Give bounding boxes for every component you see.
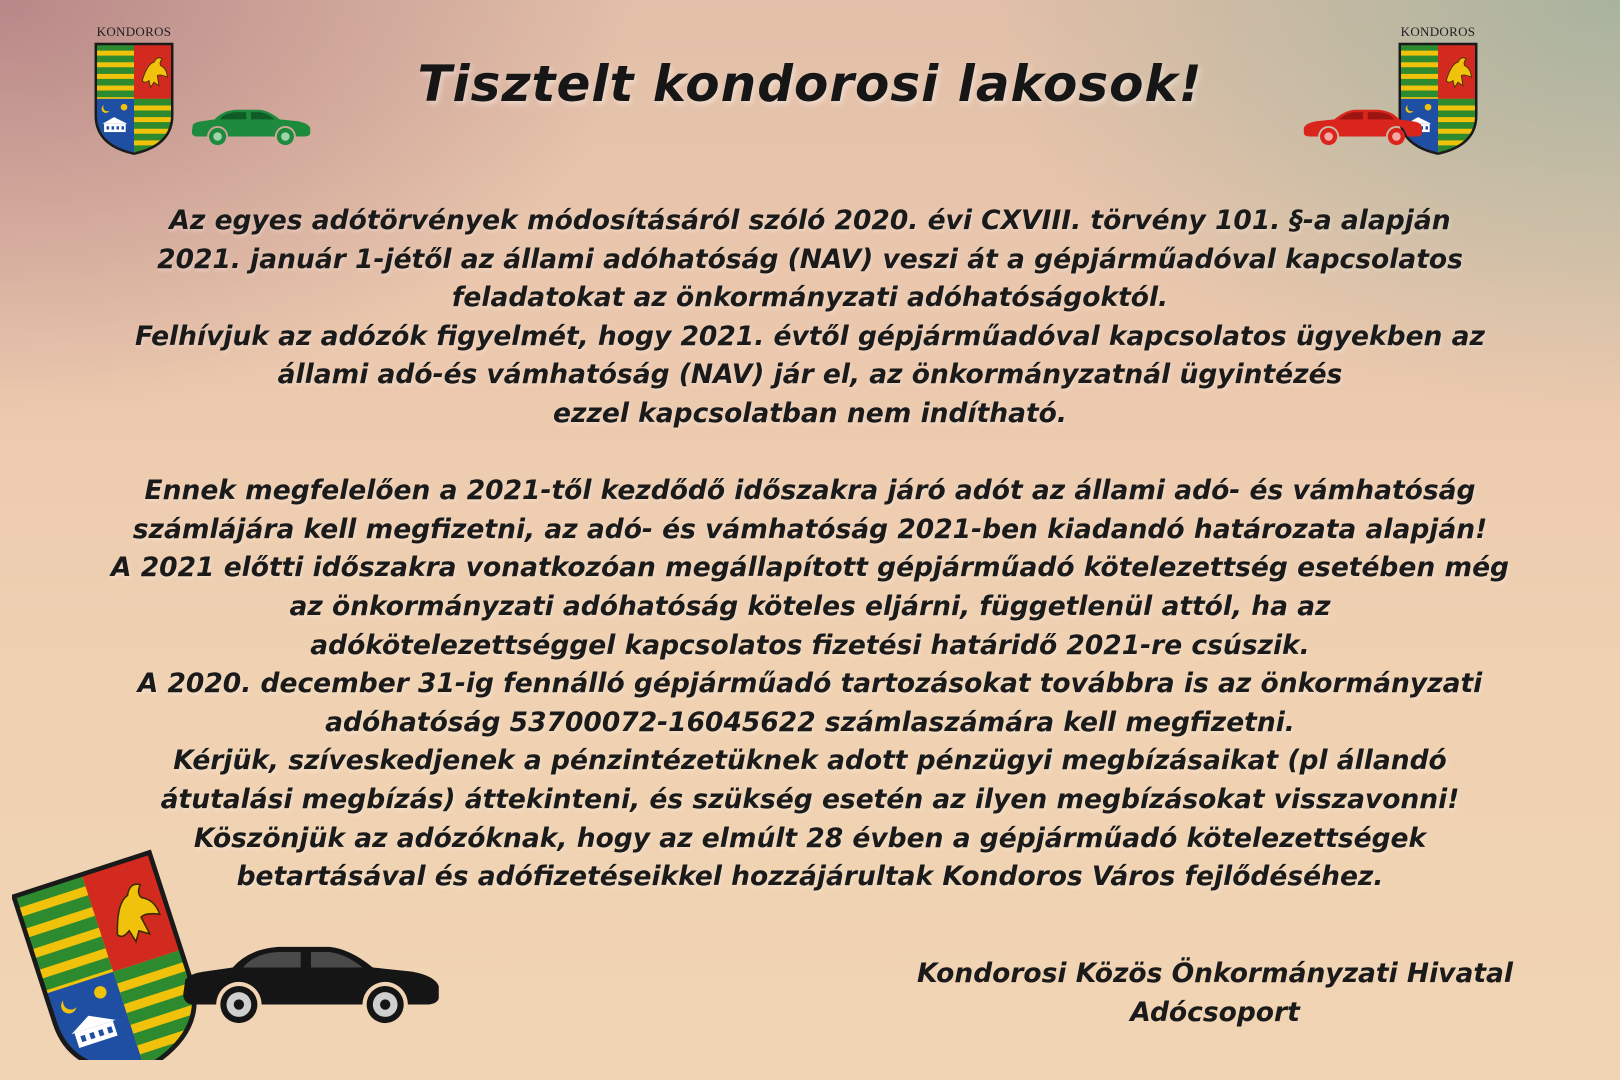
body-line: Kérjük, szíveskedjenek a pénzintézetüknek adott pénzügyi megbízásaikat (pl állandó [173, 745, 1447, 777]
body-line: ezzel kapcsolatban nem indítható. [553, 397, 1067, 429]
paragraph-gap [40, 434, 1580, 473]
body-line: az önkormányzati adóhatóság köteles eljárni, függetlenül attól, ha az [289, 590, 1331, 622]
body-line: 2021. január 1-jétől az állami adóhatóság (NAV) veszi át a gépjárműadóval kapcsolatos [157, 243, 1463, 275]
body-line: betartásával és adófizetéseikkel hozzájárultak Kondoros Város fejlődéséhez. [236, 861, 1384, 893]
signature-department: Adócsoport [1130, 996, 1300, 1028]
body-line: állami adó-és vámhatóság (NAV) jár el, az önkormányzatnál ügyintézés [277, 359, 1343, 391]
body-line: átutalási megbízás) áttekinteni, és szükség esetén az ilyen megbízásokat visszavonni! [160, 783, 1460, 815]
body-line: feladatokat az önkormányzati adóhatóságoktól. [451, 282, 1169, 314]
body-line: számlájára kell megfizetni, az adó- és vámhatóság 2021-ben kiadandó határozata alapján! [132, 513, 1488, 545]
body-line: adóhatóság 53700072-16045622 számlaszámára kell megfizetni. [325, 706, 1295, 738]
body-line: A 2020. december 31-ig fennálló gépjárműadó tartozásokat továbbra is az önkormányzati [137, 668, 1483, 700]
signature-block [880, 955, 1550, 1032]
body-line: adókötelezettséggel kapcsolatos fizetési határidő 2021-re csúszik. [310, 629, 1310, 661]
body-line: Ennek megfelelően a 2021-től kezdődő időszakra járó adót az állami adó- és vámhatóság [144, 475, 1476, 507]
body-line: Köszönjük az adózóknak, hogy az elmúlt 28 évben a gépjárműadó kötelezettségek [193, 822, 1427, 854]
body-line: Az egyes adótörvények módosításáról szóló 2020. évi CXVIII. törvény 101. §-a alapján [169, 205, 1451, 236]
black-car-icon [175, 930, 447, 1042]
notice-body [40, 202, 1580, 897]
body-line: A 2021 előtti időszakra vonatkozóan megállapított gépjárműadó kötelezettség esetében még [110, 552, 1510, 584]
signature-office: Kondorosi Közös Önkormányzati Hivatal [917, 958, 1513, 989]
page-title: Tisztelt kondorosi lakosok! [417, 55, 1203, 113]
crest-label: KONDOROS [1400, 24, 1476, 39]
crest-label: KONDOROS [96, 24, 172, 39]
body-line: Felhívjuk az adózók figyelmét, hogy 2021. évtől gépjárműadóval kapcsolatos ügyekben az [135, 320, 1485, 352]
